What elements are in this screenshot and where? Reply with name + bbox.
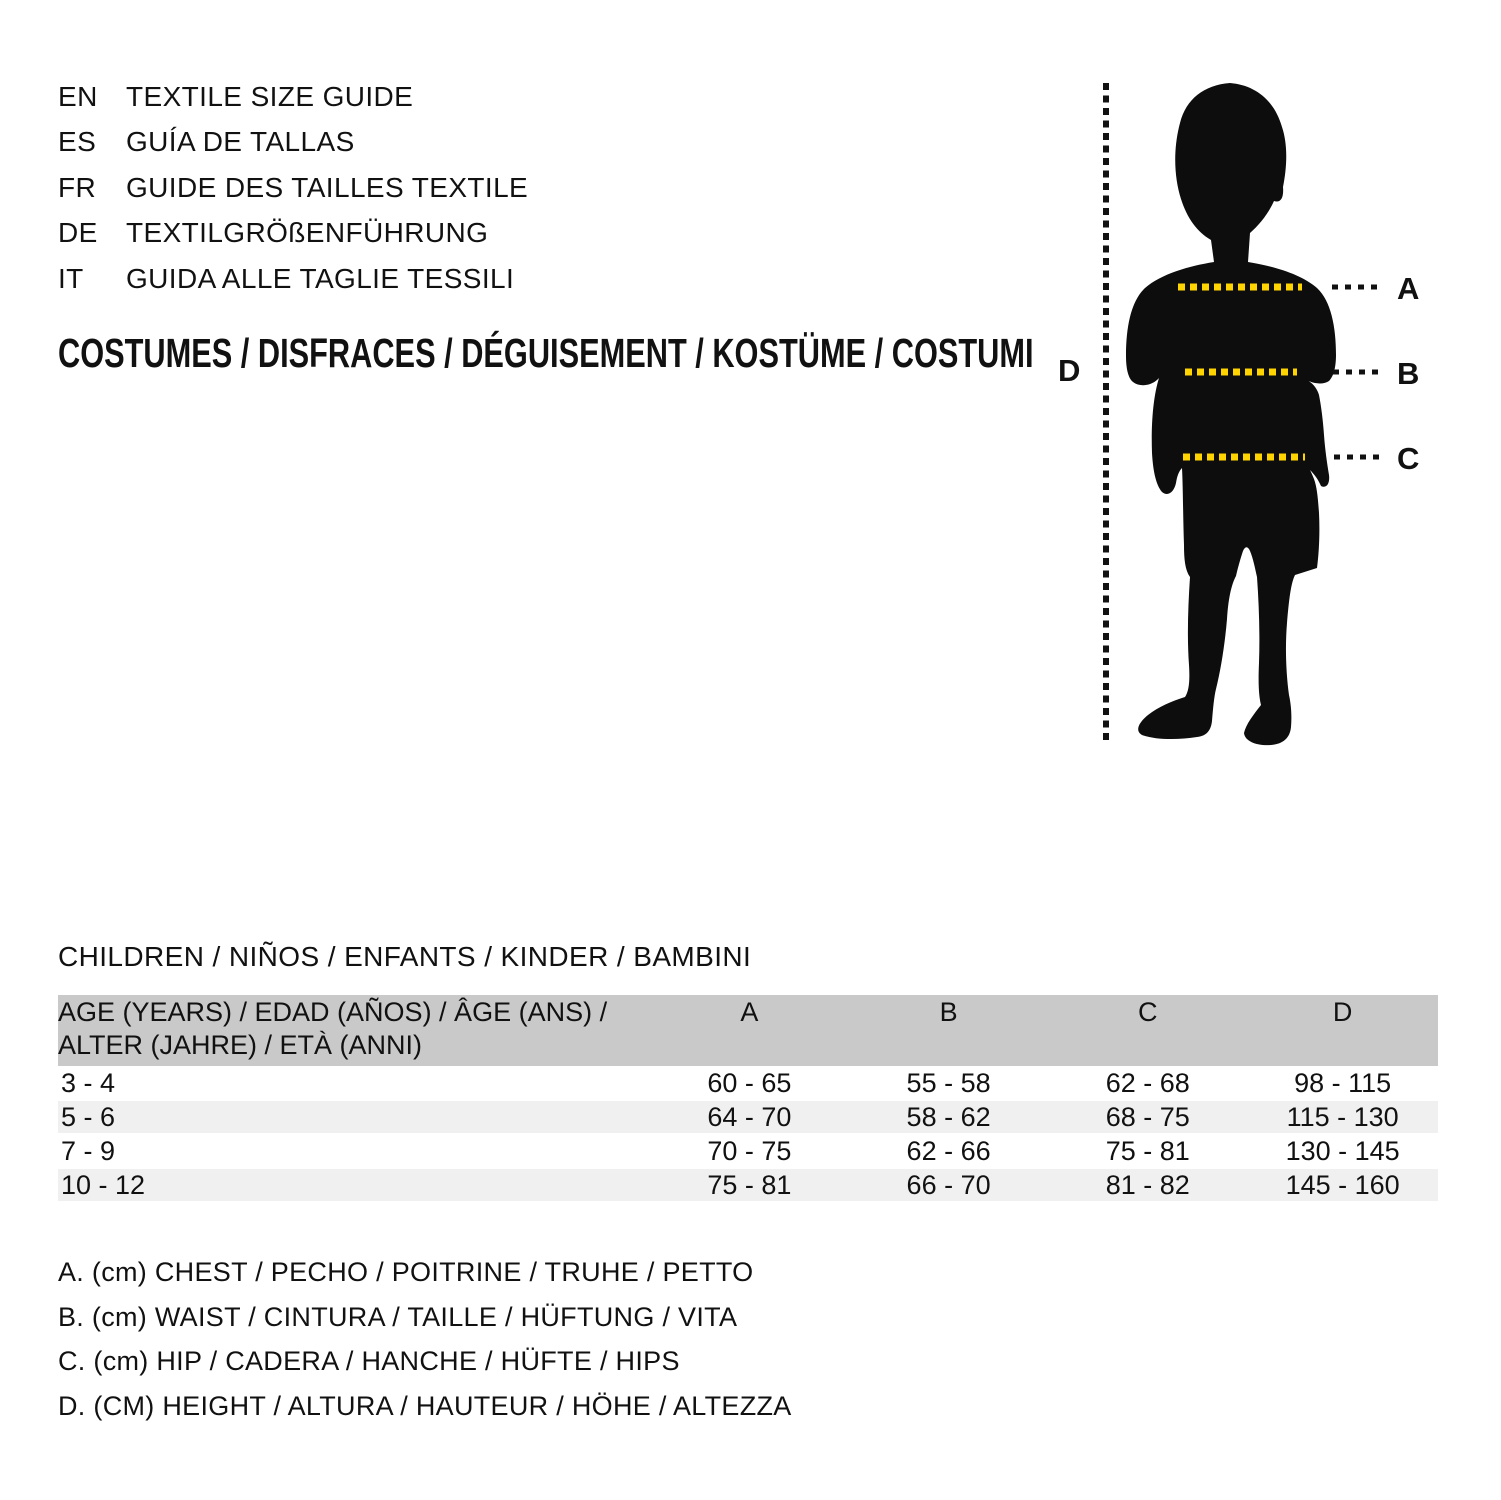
size-table: [58, 995, 1438, 1203]
table-header-row: [58, 995, 1438, 1066]
language-row-de: [58, 211, 528, 257]
legend-line-chest: A. (cm) CHEST / PECHO / POITRINE / TRUHE / PETTO: [58, 1257, 754, 1287]
chest-cell: 70 - 75: [707, 1136, 792, 1166]
chest-cell: 64 - 70: [707, 1102, 792, 1132]
figure-label-d: D: [1058, 353, 1081, 388]
legend-line-height: D. (CM) HEIGHT / ALTURA / HAUTEUR / HÖHE / ALTEZZA: [58, 1390, 792, 1421]
category-title: COSTUMES / DISFRACES / DÉGUISEMENT / KOSTÜME / COSTUMI: [58, 330, 1034, 376]
table-row: [58, 1100, 1438, 1134]
language-row-fr: [58, 165, 528, 211]
language-title: TEXTILE SIZE GUIDE: [126, 80, 414, 112]
hip-cell: 62 - 68: [1105, 1067, 1190, 1098]
waist-cell: 66 - 70: [906, 1170, 991, 1200]
measurement-legend: [58, 1250, 792, 1428]
language-title: TEXTILGRÖßENFÜHRUNG: [126, 217, 489, 249]
age-cell: 7 - 9: [61, 1136, 116, 1166]
age-cell: 3 - 4: [61, 1067, 116, 1098]
waist-cell: 55 - 58: [906, 1067, 991, 1098]
age-cell: 5 - 6: [61, 1102, 116, 1132]
language-row-en: [58, 74, 528, 120]
age-header-line1: AGE (YEARS) / EDAD (AÑOS) / ÂGE (ANS) /: [58, 997, 608, 1027]
language-row-it: [58, 256, 528, 302]
waist-cell: 58 - 62: [906, 1102, 991, 1132]
table-row: [58, 1066, 1438, 1100]
height-cell: 98 - 115: [1294, 1067, 1392, 1098]
waist-cell: 62 - 66: [906, 1136, 991, 1166]
legend-line-waist: B. (cm) WAIST / CINTURA / TAILLE / HÜFTUNG / VITA: [58, 1301, 738, 1332]
section-title: CHILDREN / NIÑOS / ENFANTS / KINDER / BAMBINI: [58, 941, 752, 972]
column-header-d: D: [1247, 995, 1438, 1066]
hip-cell: 75 - 81: [1105, 1136, 1190, 1166]
column-header-b: B: [849, 995, 1048, 1066]
column-header-a: A: [650, 995, 849, 1066]
child-silhouette-icon: [1126, 83, 1336, 745]
language-title: GUÍA DE TALLAS: [126, 126, 355, 158]
column-header-c: C: [1048, 995, 1247, 1066]
figure-label-a: A: [1397, 271, 1420, 306]
age-column-header: [58, 995, 650, 1066]
chest-cell: 60 - 65: [707, 1067, 792, 1098]
language-code: EN: [58, 80, 98, 112]
chest-cell: 75 - 81: [707, 1170, 792, 1200]
size-figure: [1040, 75, 1480, 755]
age-cell: 10 - 12: [61, 1170, 146, 1200]
legend-line-hip: C. (cm) HIP / CADERA / HANCHE / HÜFTE / HIPS: [58, 1346, 680, 1376]
height-cell: 115 - 130: [1286, 1102, 1399, 1132]
language-code: FR: [58, 171, 97, 203]
height-cell: 145 - 160: [1285, 1170, 1400, 1200]
language-code: IT: [58, 262, 84, 294]
hip-cell: 81 - 82: [1105, 1170, 1190, 1200]
figure-label-b: B: [1397, 356, 1420, 391]
language-row-es: [58, 120, 528, 166]
height-cell: 130 - 145: [1285, 1136, 1400, 1166]
hip-cell: 68 - 75: [1105, 1102, 1190, 1132]
language-list: [58, 74, 528, 302]
table-row: [58, 1134, 1438, 1168]
language-code: DE: [58, 217, 98, 249]
table-row: [58, 1168, 1438, 1202]
age-header-line2: ALTER (JAHRE) / ETÀ (ANNI): [58, 1030, 423, 1060]
language-title: GUIDA ALLE TAGLIE TESSILI: [126, 262, 515, 294]
language-code: ES: [58, 126, 97, 158]
language-title: GUIDE DES TAILLES TEXTILE: [126, 171, 529, 203]
figure-label-c: C: [1397, 441, 1420, 476]
